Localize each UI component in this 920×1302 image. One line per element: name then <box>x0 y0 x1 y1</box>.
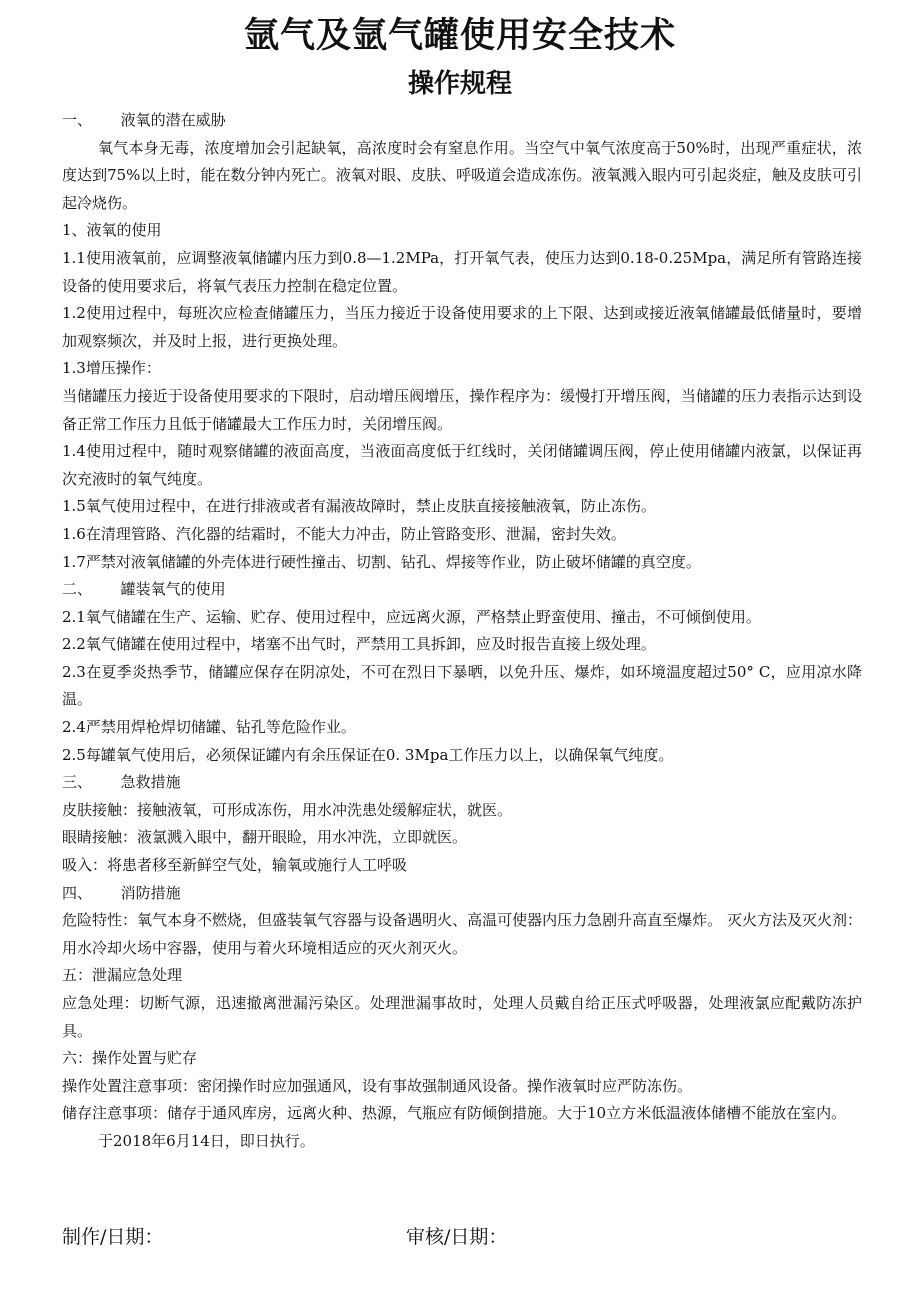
document-title: 氩气及氩气罐使用安全技术 <box>243 16 676 56</box>
made-by-date-label: 制作/日期： <box>62 1226 164 1248</box>
section-heading: 1、液氧的使用 <box>62 221 162 240</box>
paragraph: 储存注意事项：储存于通风库房，远离火种、热源，气瓶应有防倾倒措施。大于10立方米低温液体储槽不能放在室内。 <box>62 1104 847 1123</box>
paragraph: 危险特性：氧气本身不燃烧，但盛装氧气容器与设备遇明火、高温可使器内压力急剧升高直至爆炸。 灭火方法及灭火剂：用水冷却火场中容器，使用与着火环境相适应的灭火剂灭火。 <box>62 911 862 957</box>
section-heading: 四、 消防措施 <box>62 883 181 902</box>
paragraph: 1.6在清理管路、汽化器的结霜时，不能大力冲击，防止管路变形、泄漏，密封失效。 <box>62 524 626 543</box>
paragraph: 应急处理：切断气源，迅速撤离泄漏污染区。处理泄漏事故时，处理人员戴自给正压式呼吸器，处理液氯应配戴防冻护具。 <box>62 994 862 1040</box>
paragraph: 1.4使用过程中，随时观察储罐的液面高度，当液面高度低于红线时，关闭储罐调压阀，停止使用储罐内液氯，以保证再次充液时的氧气纯度。 <box>62 442 862 488</box>
paragraph: 当储罐压力接近于设备使用要求的下限时，启动增压阀增压，操作程序为：缓慢打开增压阀，当储罐的压力表指示达到设备正常工作压力且低于储罐最大工作压力时，关闭增压阀。 <box>62 386 862 433</box>
paragraph: 吸入：将患者移至新鲜空气处，输氧或施行人工呼吸 <box>62 856 408 875</box>
paragraph: 皮肤接触：接触液氧，可形成冻伤，用水冲洗患处缓解症状，就医。 <box>62 800 513 819</box>
section-heading: 二、 罐装氧气的使用 <box>62 580 226 599</box>
paragraph: 2.2氧气储罐在使用过程中，堵塞不出气时，严禁用工具拆卸，应及时报告直接上级处理。 <box>62 635 656 654</box>
paragraph: 操作处置注意事项：密闭操作时应加强通风，设有事故强制通风设备。操作液氧时应严防冻伤。 <box>62 1076 693 1095</box>
paragraph: 1.3增压操作： <box>62 359 161 378</box>
document-body <box>62 107 862 1156</box>
paragraph: 2.5每罐氧气使用后，必须保证罐内有余压保证在0. 3Mpa工作压力以上，以确保氧气纯度。 <box>62 745 674 764</box>
document-subtitle: 操作规程 <box>407 69 512 99</box>
paragraph: 2.1氧气储罐在生产、运输、贮存、使用过程中，应远离火源，严格禁止野蛮使用、撞击，不可倾倒使用。 <box>62 607 761 626</box>
paragraph: 1.1使用液氧前，应调整液氧储罐内压力到0.8—1.2MPa，打开氧气表，使压力达到0.18-0.25Mpa，满足所有管路连接设备的使用要求后，将氧气表压力控制在稳定位置。 <box>62 248 862 295</box>
section-heading: 六：操作处置与贮存 <box>62 1049 198 1068</box>
paragraph: 氧气本身无毒，浓度增加会引起缺氧，高浓度时会有窒息作用。当空气中氧气浓度高于50%时，出现严重症状，浓度达到75%以上时，能在数分钟内死亡。液氧对眼、皮肤、呼吸道会造成冻伤。液氧溅入眼内可引起炎症，触及皮肤可引起冷烧伤。 <box>62 138 862 212</box>
paragraph: 1.7严禁对液氧储罐的外壳体进行硬性撞击、切割、钻孔、焊接等作业，防止破坏储罐的真空度。 <box>62 552 701 571</box>
effective-date: 于2018年6月14日，即日执行。 <box>98 1131 315 1150</box>
paragraph: 1.5氧气使用过程中，在进行排液或者有漏液故障时，禁止皮肤直接接触液氧，防止冻伤。 <box>62 497 656 516</box>
paragraph: 2.4严禁用焊枪焊切储罐、钻孔等危险作业。 <box>62 718 356 737</box>
paragraph: 2.3在夏季炎热季节，储罐应保存在阴凉处，不可在烈日下暴晒，以免升压、爆炸，如环境温度超过50° C，应用凉水降温。 <box>62 662 862 709</box>
reviewed-by-date-label: 审核/日期： <box>406 1226 508 1248</box>
paragraph: 眼睛接触：液氯溅入眼中，翻开眼睑，用水冲洗，立即就医。 <box>62 828 468 847</box>
section-heading: 一、 液氧的潜在威胁 <box>62 111 226 129</box>
section-heading: 五：泄漏应急处理 <box>62 966 183 985</box>
paragraph: 1.2使用过程中，每班次应检查储罐压力，当压力接近于设备使用要求的上下限、达到或接近液氧储罐最低储量时，要增加观察频次，并及时上报，进行更换处理。 <box>62 304 862 350</box>
section-heading: 三、 急救措施 <box>62 773 181 792</box>
